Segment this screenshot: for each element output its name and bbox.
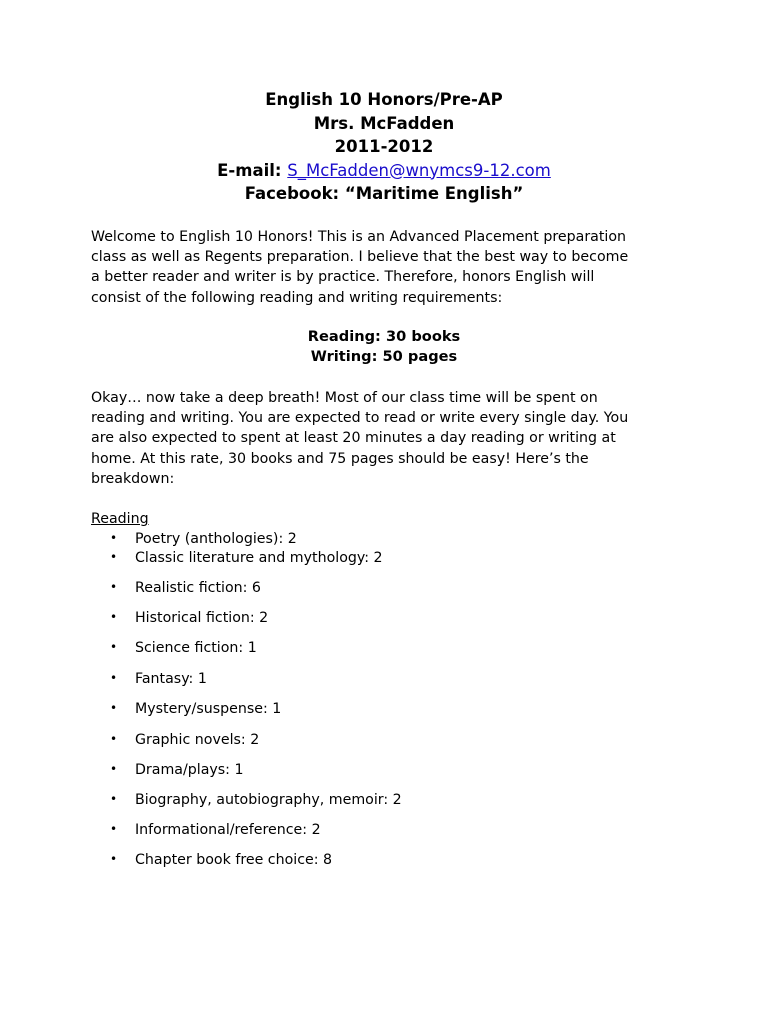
list-item-text: Biography, autobiography, memoir: 2 [135,792,402,808]
list-item [110,577,261,598]
bullet-icon: • [110,580,118,594]
facebook-line: Facebook: “Maritime English” [244,184,524,203]
list-item-text: Drama/plays: 1 [135,762,244,778]
bullet-icon: • [110,550,118,564]
list-item [110,729,259,750]
bullet-icon: • [110,671,118,685]
bullet-icon: • [110,531,118,545]
intro-line: a better reader and writer is by practice. Therefore, honors English will [91,269,595,286]
list-item-text: Poetry (anthologies): 2 [135,531,297,547]
list-item [110,607,268,628]
list-item [110,528,297,549]
bullet-icon: • [110,852,118,866]
list-item-text: Informational/reference: 2 [135,822,321,838]
course-title: English 10 Honors/Pre-AP [265,90,503,109]
list-item [110,698,281,719]
breakdown-line: reading and writing. You are expected to read or write every single day. You [91,410,629,427]
list-item [110,637,257,658]
breakdown-line: home. At this rate, 30 books and 75 pages should be easy! Here’s the [91,450,589,467]
list-item-text: Fantasy: 1 [135,671,207,687]
list-item-text: Graphic novels: 2 [135,732,260,748]
list-item-text: Classic literature and mythology: 2 [135,550,383,566]
list-item-text: Historical fiction: 2 [135,610,269,626]
email-label: E-mail: [217,160,288,180]
intro-line: consist of the following reading and writing requirements: [91,289,503,306]
breakdown-paragraph [91,388,691,489]
breakdown-line: breakdown: [91,470,175,487]
email-link[interactable]: S_McFadden@wnymcs9-12.com [287,160,551,180]
email-line [0,159,768,183]
list-item [110,668,207,689]
breakdown-line: Okay… now take a deep breath! Most of our class time will be spent on [91,390,598,406]
bullet-icon: • [110,792,118,806]
breakdown-line: are also expected to spent at least 20 minutes a day reading or writing at [91,430,616,447]
intro-paragraph [91,227,691,308]
bullet-icon: • [110,762,118,776]
bullet-icon: • [110,640,118,654]
list-item-text: Chapter book free choice: 8 [135,852,333,868]
bullet-icon: • [110,610,118,624]
list-item [110,849,332,870]
bullet-icon: • [110,822,118,836]
writing-requirement: Writing: 50 pages [310,348,458,365]
bullet-icon: • [110,701,118,715]
list-item [110,819,321,840]
list-item [110,547,383,568]
teacher-name: Mrs. McFadden [313,113,455,133]
document-header [0,88,768,206]
intro-line: class as well as Regents preparation. I believe that the best way to become [91,249,629,266]
reading-heading: Reading [91,511,149,527]
list-item-text: Mystery/suspense: 1 [135,701,282,717]
reading-requirement: Reading: 30 books [307,328,461,345]
bullet-icon: • [110,732,118,746]
list-item [110,789,402,810]
list-item-text: Realistic fiction: 6 [135,580,261,596]
list-item-text: Science fiction: 1 [135,640,257,656]
school-year: 2011-2012 [334,137,434,156]
list-item [110,759,244,780]
intro-line: Welcome to English 10 Honors! This is an Advanced Placement preparation [91,229,627,245]
